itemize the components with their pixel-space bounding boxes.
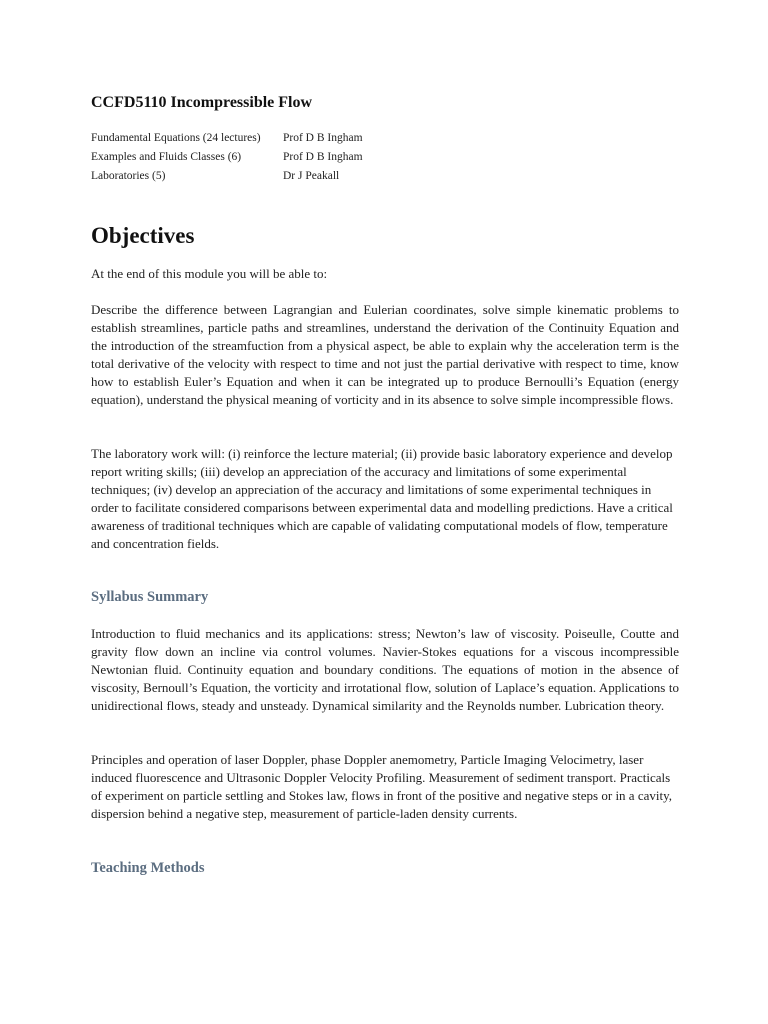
syllabus-heading: Syllabus Summary (91, 589, 209, 605)
staff-row (91, 132, 411, 145)
objectives-heading: Objectives (91, 223, 195, 248)
module-title: CCFD5110 Incompressible Flow (91, 94, 313, 111)
lab-work-paragraph: The laboratory work will: (i) reinforce the lecture material; (ii) provide basic laboratory experience and develop report writing skills; (iii) develop an appreciation of the accuracy and limitations of some experimental techniques; (iv) develop an appreciation of the accuracy and limitations of some experimental techniques in order to facilitate considered comparisons between experimental data and modelling predictions. Have a critical awareness of traditional techniques which are capable of validating computational models of flow, temperature and concentration fields. (91, 446, 673, 551)
staff-course: Fundamental Equations (24 lectures) (91, 132, 261, 144)
objectives-intro: At the end of this module you will be able to: (91, 266, 328, 281)
staff-lecturer: Dr J Peakall (283, 170, 340, 182)
staff-lecturer: Prof D B Ingham (283, 132, 363, 144)
teaching-methods-heading: Teaching Methods (91, 860, 205, 876)
syllabus-paragraph: Introduction to fluid mechanics and its applications: stress; Newton’s law of viscosity. Poiseulle, Coutte and gravity flow down an incline via control volumes. Navier-Stokes equations for a viscous incompressible Newtonian fluid. Continuity equation and boundary conditions. The equations of motion in the absence of viscosity, Bernoull’s Equation, the vorticity and irrotational flow, solution of Laplace’s equation. Applications to unidirectional flows, steady and unsteady. Dynamical similarity and the Reynolds number. Lubrication theory. (91, 626, 679, 713)
syllabus-methods-paragraph: Principles and operation of laser Doppler, phase Doppler anemometry, Particle Imaging Velocimetry, laser induced fluorescence and Ultrasonic Doppler Velocity Profiling. Measurement of sediment transport. Practicals of experiment on particle settling and Stokes law, flows in front of the positive and negative steps or in a cavity, dispersion behind a negative step, measurement of particle-laden density currents. (91, 752, 673, 821)
staff-row (91, 170, 411, 183)
staff-course: Laboratories (5) (91, 170, 166, 182)
staff-row (91, 151, 411, 164)
staff-lecturer: Prof D B Ingham (283, 151, 363, 163)
staff-course: Examples and Fluids Classes (6) (91, 151, 242, 163)
staff-table (91, 132, 411, 189)
objectives-paragraph: Describe the difference between Lagrangian and Eulerian coordinates, solve simple kinematic problems to establish streamlines, particle paths and streamlines, understand the derivation of the Continuity Equation and the introduction of the streamfuction from a physical aspect, be able to explain why the acceleration term is the total derivative of the velocity with respect to time and not just the partial derivative with respect to time, know how to establish Euler’s Equation and when it can be integrated up to produce Bernoulli’s Equation (energy equation), understand the physical meaning of vorticity and in its absence to solve simple incompressible flows. (91, 302, 679, 407)
